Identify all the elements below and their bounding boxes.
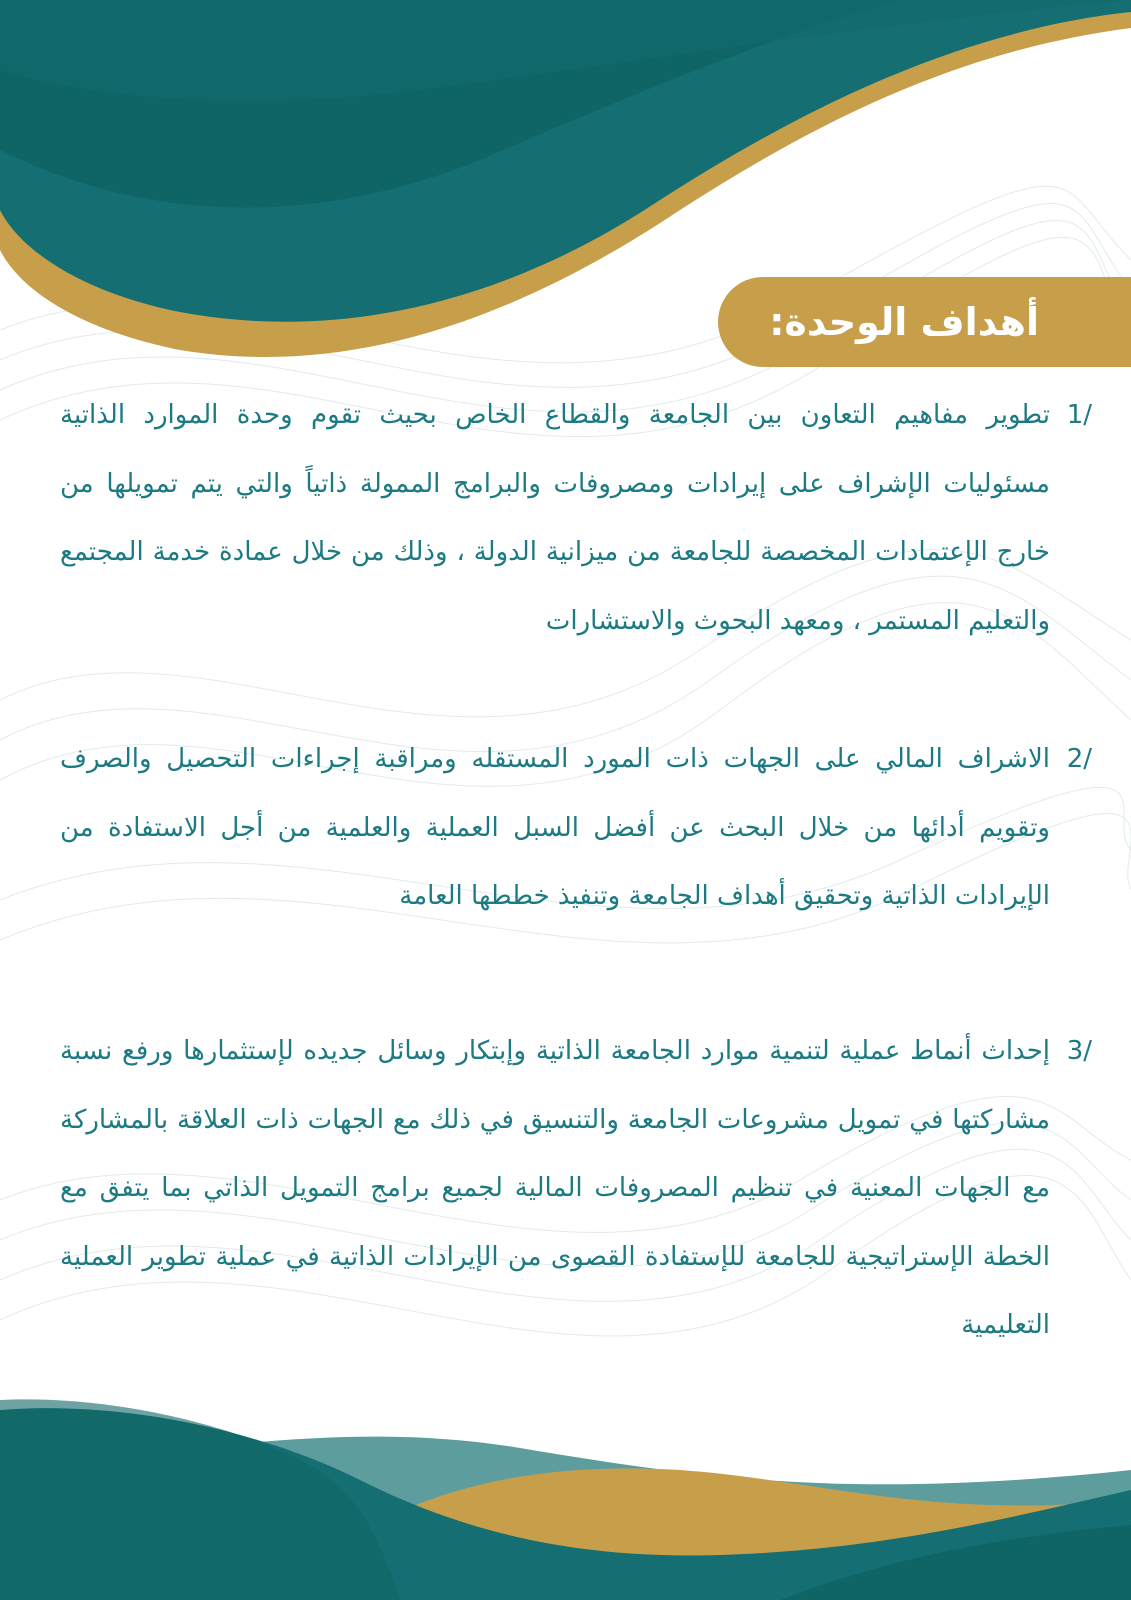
bottom-dark-teal-wave [0, 1399, 400, 1600]
goal-number: 3/ [1066, 1036, 1092, 1066]
section-title-banner [718, 277, 1131, 367]
goal-number: 1/ [1066, 400, 1092, 430]
goal-text: تطوير مفاهيم التعاون بين الجامعة والقطاع الخاص بحيث تقوم وحدة الموارد الذاتية مسئوليات الإشراف على إيرادات ومصروفات والبرامج الممولة ذاتياً والتي يتم تمويلها من خارج الإعتمادات المخصصة للجامعة من ميزانية الدولة ، وذلك من خلال عمادة خدمة المجتمع والتعليم المستمر ، ومعهد البحوث والاستشارات [60, 400, 1050, 636]
section-title: أهداف الوحدة: [769, 300, 1039, 344]
goal-number: 2/ [1066, 744, 1092, 774]
goal-text: الاشراف المالي على الجهات ذات المورد المستقله ومراقبة إجراءات التحصيل والصرف وتقويم أدائها من خلال البحث عن أفضل السبل العملية والعلمية من أجل الاستفادة من الإيرادات الذاتية وتحقيق أهداف الجامعة وتنفيذ خططها العامة [60, 744, 1050, 911]
goal-text: إحداث أنماط عملية لتنمية موارد الجامعة الذاتية وإبتكار وسائل جديده لإستثمارها ورفع نسبة مشاركتها في تمويل مشروعات الجامعة والتنسيق في ذلك مع الجهات ذات العلاقة بالمشاركة مع الجهات المعنية في تنظيم المصروفات المالية لجميع برامج التمويل الذاتي بما يتفق مع الخطة الإستراتيجية للجامعة للإستفادة القصوى من الإيرادات الذاتية في عملية تطوير العملية التعليمية [60, 1036, 1050, 1340]
